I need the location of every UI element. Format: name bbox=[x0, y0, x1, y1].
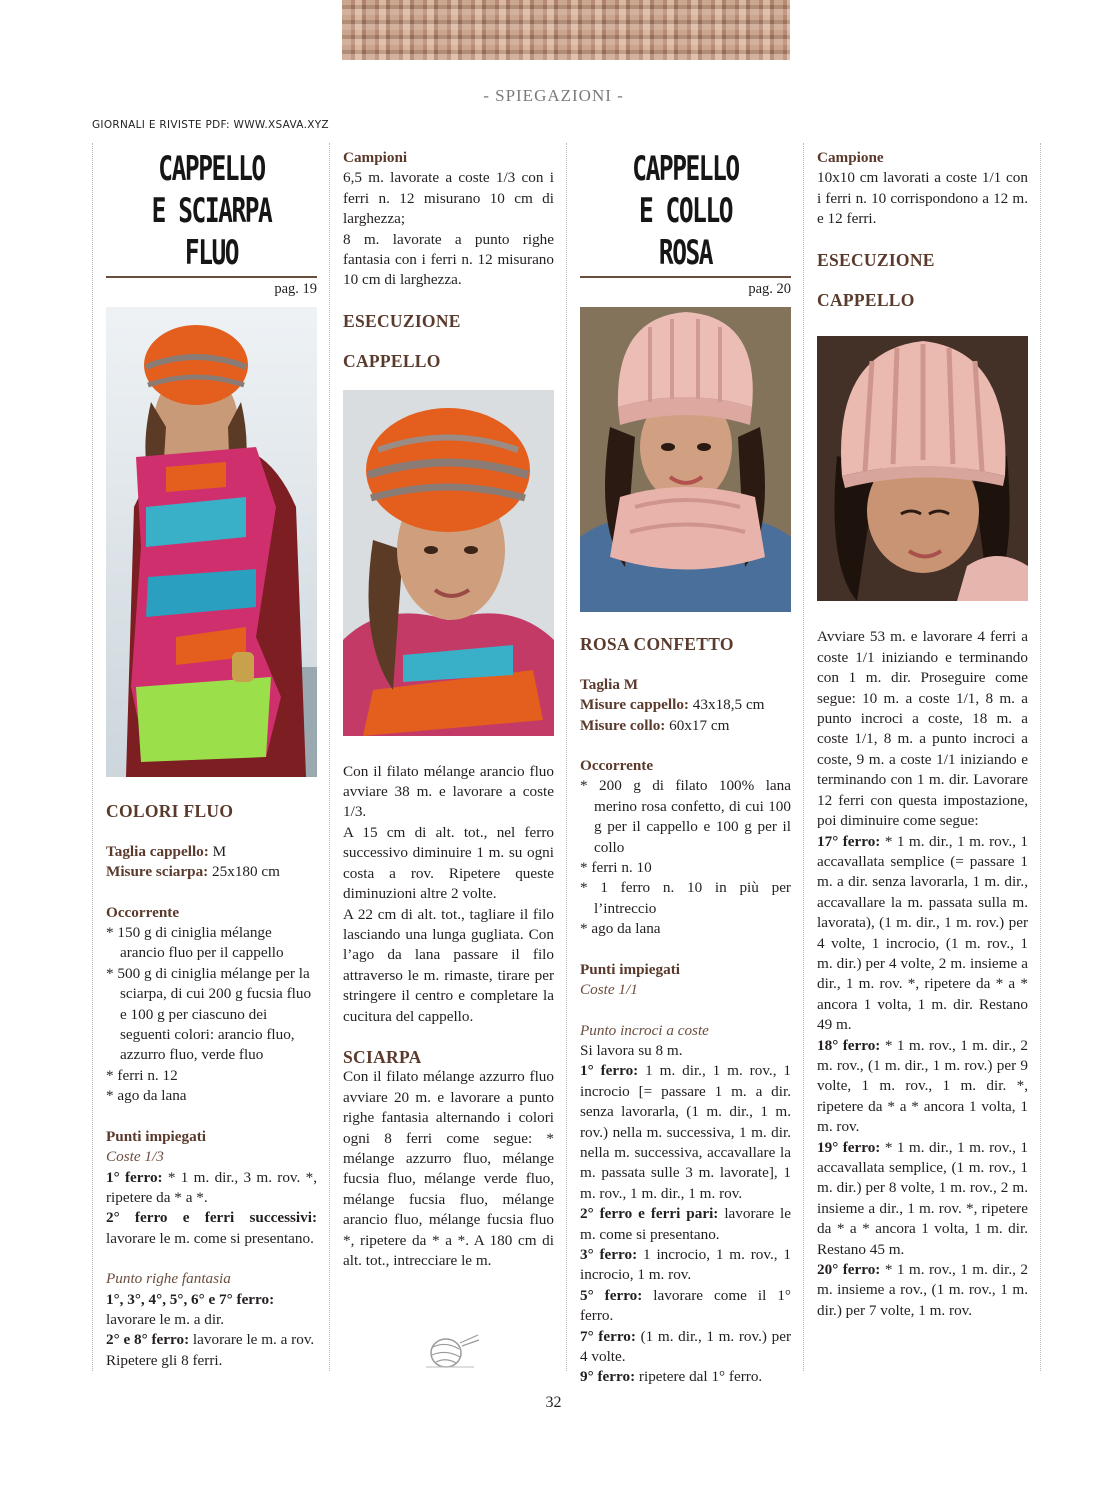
article-title-line: CAPPELLO bbox=[158, 149, 265, 189]
row-text: lavorare le m. come si presentano. bbox=[106, 1229, 314, 1247]
list-item: * 1 ferro n. 10 in più per l’intreccio bbox=[580, 879, 791, 917]
row-label: 1° ferro: bbox=[106, 1168, 163, 1186]
subheading: Campione bbox=[817, 149, 884, 166]
subheading: Punti impiegati bbox=[580, 960, 680, 978]
row-label: 1° ferro: bbox=[580, 1062, 639, 1080]
row-text: ripetere dal 1° ferro. bbox=[638, 1368, 763, 1386]
article-title-line: CAPPELLO bbox=[632, 149, 739, 189]
paragraph: 6,5 m. lavorate a coste 1/3 con i ferri n. 12 misurano 10 cm di larghezza; bbox=[343, 169, 554, 228]
row-text: lavorare come il 1° ferro. bbox=[580, 1286, 791, 1325]
row-text: * 1 m. dir., 3 m. rov. *, ripetere da * a *. bbox=[106, 1168, 318, 1206]
row-label: 18° ferro: bbox=[817, 1036, 881, 1054]
row-label: 9° ferro: bbox=[580, 1368, 636, 1386]
paragraph: Con il filato mélange arancio fluo avviare 38 m. e lavorare a coste 1/3. bbox=[343, 762, 554, 821]
section-heading: CAPPELLO bbox=[817, 290, 915, 311]
page-number: 32 bbox=[545, 1394, 562, 1411]
section-heading: ESECUZIONE bbox=[343, 310, 461, 331]
row-text: lavorare le m. a dir. bbox=[106, 1310, 225, 1328]
list-item: * 500 g di ciniglia mélange per la sciarpa, di cui 200 g fucsia fluo e 100 g per ciascuno dei seguenti colori: arancio fluo, azzurro fluo, verde fluo bbox=[106, 964, 312, 1064]
section-heading: ROSA CONFETTO bbox=[580, 634, 734, 655]
row-text: lavorare le m. come si presentano. bbox=[580, 1205, 791, 1243]
row-label: 3° ferro: bbox=[580, 1245, 638, 1263]
stitch-name: Punto incroci a coste bbox=[580, 1021, 709, 1039]
row-text: Ripetere gli 8 ferri. bbox=[106, 1351, 223, 1369]
section-title: - SPIEGAZIONI - bbox=[483, 86, 624, 105]
knit-texture-banner bbox=[342, 0, 790, 60]
row-text: * 1 m. dir., 1 m. rov., 1 accavallata semplice, (1 m. rov., 1 m. dir.) per 8 volte, 1 m. rov., 2 m. insieme a dir., 1 m. rov. *, ripetere da * a * ancora 1 volta, 1 m. dir. Restano 45 m. bbox=[817, 1138, 1029, 1258]
row-text: 1 incrocio, 1 m. rov., 1 incrocio, 1 m. rov. bbox=[580, 1245, 792, 1284]
list-item: * 200 g di filato 100% lana merino rosa confetto, di cui 100 g per il cappello e 100 g per il collo bbox=[580, 777, 791, 856]
subheading: Campioni bbox=[343, 149, 408, 166]
row-label: 5° ferro: bbox=[580, 1286, 643, 1304]
column-divider bbox=[329, 143, 330, 1371]
row-label: 17° ferro: bbox=[817, 832, 881, 850]
page-reference: pag. 19 bbox=[274, 281, 317, 297]
photo-hat-closeup bbox=[343, 390, 554, 736]
photo-pink-hat-cowl bbox=[580, 307, 791, 612]
paragraph: A 15 cm di alt. tot., nel ferro successivo diminuire 1 m. su ogni costa a rov. Ripetere queste diminuzioni altre 2 volte. bbox=[343, 823, 554, 903]
row-text: lavorare le m. a rov. bbox=[192, 1331, 315, 1349]
row-label: 20° ferro: bbox=[817, 1261, 881, 1279]
paragraph: Con il filato mélange azzurro fluo avviare 20 m. e lavorare a punto righe fantasia alternando i colori ogni 8 ferri come segue: * mélange azzurro fluo, mélange fucsia fluo, mélange verde fluo, mélange fucsia fluo, mélange arancio fluo, mélange fucsia fluo *, ripetere da * a *. A 180 cm di alt. tot., intrecciare le m. bbox=[343, 1068, 554, 1269]
column-divider bbox=[92, 143, 93, 1371]
row-label: 7° ferro: bbox=[580, 1327, 636, 1345]
value: 60x17 cm bbox=[669, 716, 730, 734]
stitch-name: Coste 1/1 bbox=[580, 981, 638, 999]
row-text: * 1 m. dir., 1 m. rov., 1 accavallata semplice (= passare 1 m. a dir. senza lavorarla, 1 m. dir., accavallare la m. passata sulla m. lavorata), (1 m. dir., 1 m. rov.) per 4 volte, 1 incrocio, (1 m. rov., 1 m. dir.) per 4 volte, 2 m. insieme a dir., 1 m. rov. *, ripetere da * a * ancora 1 volta, 1 m. dir. Restano 49 m. bbox=[817, 832, 1029, 1034]
column-divider bbox=[1040, 143, 1041, 1371]
list-item: * ferri n. 12 bbox=[106, 1066, 178, 1084]
column-2 bbox=[343, 148, 554, 1271]
row-text: * 1 m. rov., 1 m. dir., 2 m. insieme a rov., (1 m. rov., 1 m. dir.) per 7 volte, 1 m. rov. bbox=[817, 1261, 1029, 1319]
list-item: * ago da lana bbox=[580, 920, 661, 938]
photo-hat-scarf-model bbox=[106, 307, 317, 777]
row-label: 2° e 8° ferro: bbox=[106, 1331, 190, 1349]
subheading: Occorrente bbox=[106, 903, 180, 921]
row-text: 1 m. dir., 1 m. rov., 1 incrocio [= passare 1 m. a dir. senza lavorarla, (1 m. dir., 1 m. rov.) nella m. successiva, 1 m. dir. nella m. successiva, accavallare la m. passata sulle 3 m. lavorate], 1 m. rov., 1 m. dir., 1 m. rov. bbox=[580, 1062, 792, 1202]
stitch-name: Punto righe fantasia bbox=[106, 1270, 231, 1288]
paragraph: Si lavora su 8 m. bbox=[580, 1041, 683, 1059]
row-text: * 1 m. rov., 1 m. dir., 2 m. rov., (1 m. dir., 1 m. rov.) per 9 volte, 1 m. rov., 1 m. dir. *, ripetere da * a * ancora 1 volta, 1 m. rov. bbox=[817, 1036, 1029, 1136]
subheading: Occorrente bbox=[580, 757, 654, 775]
article-title-block bbox=[106, 148, 317, 278]
row-text: (1 m. dir., 1 m. rov.) per 4 volte. bbox=[580, 1327, 792, 1365]
section-heading: CAPPELLO bbox=[343, 351, 441, 372]
row-label: 2° ferro e ferri successivi: bbox=[106, 1209, 317, 1227]
section-heading: ESECUZIONE bbox=[817, 249, 935, 270]
photo-pink-hat-closeup bbox=[817, 336, 1028, 601]
article-title-block bbox=[580, 148, 791, 278]
source-note: GIORNALI E RIVISTE PDF: WWW.XSAVA.XYZ bbox=[92, 119, 329, 131]
column-3 bbox=[580, 148, 791, 1388]
value: 25x180 cm bbox=[212, 863, 280, 881]
column-divider bbox=[803, 143, 804, 1371]
paragraph: A 22 cm di alt. tot., tagliare il filo lasciando una lunga gugliata. Con l’ago da lana passare il filo attraverso le m. rimaste, tirare per stringere il centro e completare la cucitura del cappello. bbox=[343, 905, 554, 1025]
section-heading: COLORI FLUO bbox=[106, 801, 234, 822]
list-item: * 150 g di ciniglia mélange arancio fluo per il cappello bbox=[106, 924, 284, 962]
value: M bbox=[212, 842, 227, 860]
column-4 bbox=[817, 148, 1028, 1321]
label: Taglia cappello: bbox=[106, 842, 209, 860]
value: 43x18,5 cm bbox=[692, 696, 765, 714]
list-item: * ferri n. 10 bbox=[580, 859, 652, 877]
row-label: 2° ferro e ferri pari: bbox=[580, 1205, 719, 1223]
column-1 bbox=[106, 148, 317, 1371]
subheading: Punti impiegati bbox=[106, 1127, 206, 1145]
label: Misure sciarpa: bbox=[106, 863, 209, 881]
stitch-name: Coste 1/3 bbox=[106, 1148, 164, 1166]
label: Misure cappello: bbox=[580, 696, 689, 714]
column-divider bbox=[566, 143, 567, 1371]
list-item: * ago da lana bbox=[106, 1087, 187, 1105]
row-label: 19° ferro: bbox=[817, 1138, 881, 1156]
yarn-ball-icon bbox=[416, 1329, 480, 1369]
paragraph: Avviare 53 m. e lavorare 4 ferri a coste 1/1 iniziando e terminando con 1 m. dir. Proseguire come segue: 10 m. a coste 1/1, 8 m. a punto incroci a coste, 18 m. a coste 1/1, 8 m. a punto incroci a coste, 9 m. a coste 1/1 iniziando e terminando con 1 m. dir. Lavorare 12 ferri con questa impostazione, poi diminuire come segue: bbox=[817, 628, 1028, 830]
label: Misure collo: bbox=[580, 716, 666, 734]
page-reference: pag. 20 bbox=[748, 281, 791, 297]
paragraph: 10x10 cm lavorati a coste 1/1 con i ferri n. 10 corrispondono a 12 m. e 12 ferri. bbox=[817, 169, 1028, 228]
label: Taglia M bbox=[580, 675, 639, 693]
section-heading: SCIARPA bbox=[343, 1046, 422, 1067]
article-title-line: E COLLO ROSA bbox=[638, 191, 733, 273]
row-label: 1°, 3°, 4°, 5°, 6° e 7° ferro: bbox=[106, 1290, 275, 1308]
article-title-line: E SCIARPA FLUO bbox=[151, 191, 272, 273]
paragraph: 8 m. lavorate a punto righe fantasia con i ferri n. 12 misurano 10 cm di larghezza. bbox=[343, 230, 554, 289]
